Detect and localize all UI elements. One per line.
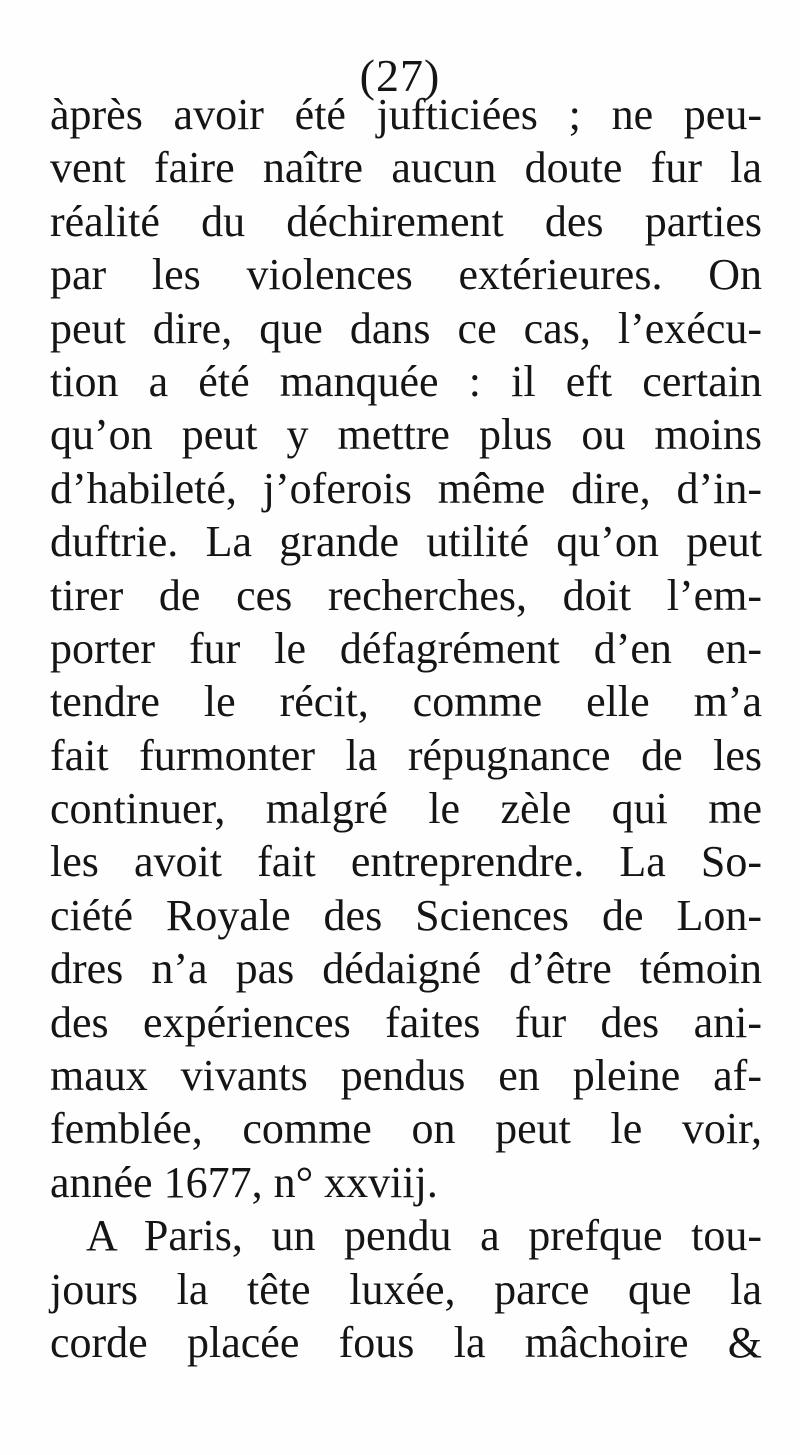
text-line: fait furmonter la répugnance de les xyxy=(50,730,762,780)
text-line: maux vivants pendus en pleine af- xyxy=(50,1051,762,1101)
text-line: continuer, malgré le zèle qui me xyxy=(50,784,762,834)
text-line: d’habileté, j’oferois même dire, d’in- xyxy=(50,463,762,513)
text-line: qu’on peut y mettre plus ou moins xyxy=(50,410,762,460)
text-line: femblée, comme on peut le voir, xyxy=(50,1104,762,1154)
text-line: porter fur le défagrément d’en en- xyxy=(50,623,762,673)
text-line: tirer de ces recherches, doit l’em- xyxy=(50,570,762,620)
text-line: àprès avoir été jufticiées ; ne peu- xyxy=(50,90,762,139)
text-line: dres n’a pas dédaigné d’être témoin xyxy=(50,944,762,994)
text-line: réalité du déchirement des parties xyxy=(50,196,762,246)
text-line: ciété Royale des Sciences de Lon- xyxy=(50,890,762,940)
text-line: jours la tête luxée, parce que la xyxy=(50,1264,762,1314)
text-line: corde placée fous la mâchoire & xyxy=(50,1317,762,1367)
text-line: des expériences faites fur des ani- xyxy=(50,997,762,1047)
text-line: tion a été manquée : il eft certain xyxy=(50,356,762,406)
text-line: par les violences extérieures. On xyxy=(50,250,762,300)
text-line: les avoit fait entreprendre. La So- xyxy=(50,837,762,887)
text-line: duftrie. La grande utilité qu’on peut xyxy=(50,517,762,567)
page-number: (27) xyxy=(359,50,441,101)
text-line: peut dire, que dans ce cas, l’exécu- xyxy=(50,303,762,353)
body-text xyxy=(50,88,762,1369)
text-line: A Paris, un pendu a prefque tou- xyxy=(86,1211,762,1261)
text-line: année 1677, n° xxviij. xyxy=(50,1157,438,1207)
text-line: vent faire naître aucun doute fur la xyxy=(50,143,762,193)
text-line: tendre le récit, comme elle m’a xyxy=(50,677,762,727)
